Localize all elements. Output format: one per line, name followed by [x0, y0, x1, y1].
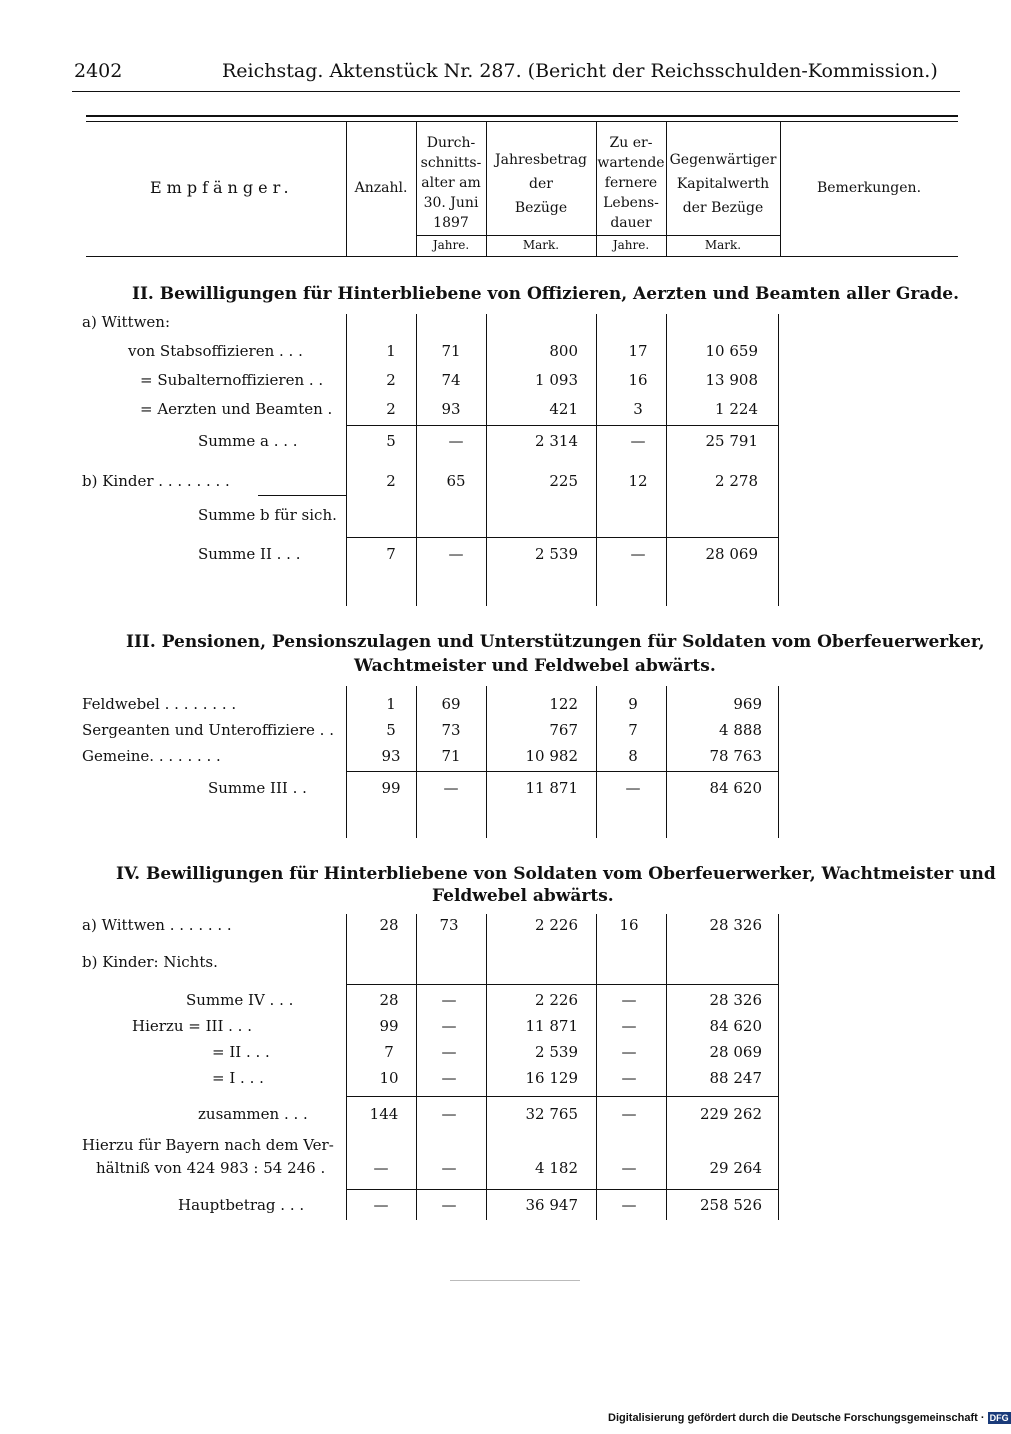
row-life: 17: [628, 342, 648, 360]
sum-ii-age: —: [448, 545, 464, 563]
col-remarks: Bemerkungen.: [816, 180, 922, 196]
col-life-line: dauer: [610, 215, 652, 231]
sum-a-life: —: [630, 432, 646, 450]
widows-label: a) Wittwen . . . . . . .: [82, 916, 232, 934]
unit-row-rule: [416, 235, 780, 236]
add-i-annual: 16 129: [525, 1069, 578, 1087]
bavaria-label-line1: Hierzu für Bayern nach dem Ver-: [82, 1136, 334, 1154]
running-title: Reichstag. Aktenstück Nr. 287. (Bericht der Reichsschulden-Kommission.): [222, 60, 938, 82]
col-life-line: wartende: [597, 155, 665, 171]
row-capital: 1 224: [715, 400, 758, 418]
row-capital: 4 888: [719, 721, 762, 739]
sum-iv-count: 28: [379, 991, 399, 1009]
row-life: 9: [628, 695, 638, 713]
col-avg-age: [416, 133, 486, 233]
add-iii-label: Hierzu = III . . .: [132, 1017, 252, 1035]
bavaria-capital: 29 264: [709, 1159, 762, 1177]
sum-iii-annual: 11 871: [525, 779, 578, 797]
col-annual-line: Jahresbetrag: [494, 152, 587, 168]
unit-capital: Mark.: [704, 238, 742, 252]
col-capital-line: Kapitalwerth: [676, 176, 770, 192]
row-capital: 78 763: [709, 747, 762, 765]
col-count: Anzahl.: [354, 180, 408, 196]
add-ii-capital: 28 069: [709, 1043, 762, 1061]
together-age: —: [441, 1105, 457, 1123]
add-ii-age: —: [441, 1043, 457, 1061]
children-label: b) Kinder . . . . . . . .: [82, 472, 230, 490]
row-count: 2: [386, 371, 396, 389]
footer: [608, 1412, 1011, 1424]
sum-ii-count: 7: [386, 545, 396, 563]
row-age: 69: [441, 695, 461, 713]
children-capital: 2 278: [715, 472, 758, 490]
children-label: b) Kinder: Nichts.: [82, 953, 218, 971]
add-iii-life: —: [621, 1017, 637, 1035]
row-annual: 421: [549, 400, 578, 418]
sum-ii-annual: 2 539: [535, 545, 578, 563]
col-life-line: Lebens-: [603, 195, 659, 211]
col-capital-line: Gegenwärtiger: [669, 152, 777, 168]
row-life: 3: [633, 400, 643, 418]
add-i-count: 10: [379, 1069, 399, 1087]
main-total-age: —: [441, 1196, 457, 1214]
add-ii-label: = II . . .: [212, 1043, 270, 1061]
sum-ii-life: —: [630, 545, 646, 563]
sum-iv-capital: 28 326: [709, 991, 762, 1009]
col-annual-line: der: [529, 176, 553, 192]
col-annual-line: Bezüge: [514, 200, 568, 216]
row-annual: 767: [549, 721, 578, 739]
widows-life: 16: [619, 916, 639, 934]
row-label: = Aerzten und Beamten .: [140, 400, 333, 418]
bavaria-age: —: [441, 1159, 457, 1177]
sum-b-rule: [258, 495, 346, 496]
col-annual: [486, 148, 596, 220]
row-annual: 10 982: [525, 747, 578, 765]
col-capital-line: der Bezüge: [682, 200, 764, 216]
together-count: 144: [369, 1105, 399, 1123]
add-iii-annual: 11 871: [525, 1017, 578, 1035]
row-count: 2: [386, 400, 396, 418]
section-iii-title: III. Pensionen, Pensionszulagen und Unterstützungen für Soldaten vom Oberfeuerwerker,: [126, 632, 985, 652]
closing-rule: [450, 1280, 580, 1281]
header-rule: [72, 91, 960, 92]
add-iii-capital: 84 620: [709, 1017, 762, 1035]
bavaria-count: —: [373, 1159, 389, 1177]
col-avg-age-line: schnitts-: [420, 155, 482, 171]
main-total-capital: 258 526: [699, 1196, 762, 1214]
sum-iv-label: Summe IV . . .: [186, 991, 294, 1009]
sum-iii-age: —: [443, 779, 459, 797]
row-age: 71: [441, 342, 461, 360]
section-ii-title: II. Bewilligungen für Hinterbliebene von Offizieren, Aerzten und Beamten aller Grade.: [132, 284, 960, 304]
sum-b-label: Summe b für sich.: [198, 506, 337, 524]
sec4-divider: [778, 914, 779, 1220]
widows-annual: 2 226: [535, 916, 578, 934]
row-life: 7: [628, 721, 638, 739]
children-annual: 225: [549, 472, 578, 490]
children-age: 65: [446, 472, 466, 490]
row-count: 1: [386, 695, 396, 713]
col-avg-age-line: 30. Juni: [423, 195, 479, 211]
row-count: 1: [386, 342, 396, 360]
row-annual: 800: [549, 342, 578, 360]
sum-ii-rule: [346, 537, 778, 538]
add-i-capital: 88 247: [709, 1069, 762, 1087]
page-number: 2402: [74, 60, 123, 82]
bavaria-label: hältniß von 424 983 : 54 246 .: [96, 1159, 326, 1177]
footer-text: Digitalisierung gefördert durch die Deutsche Forschungsgemeinschaft ·: [608, 1412, 985, 1424]
row-label: Gemeine. . . . . . . .: [82, 747, 221, 765]
sum-ii-capital: 28 069: [705, 545, 758, 563]
sec2-divider: [778, 314, 779, 606]
bavaria-annual: 4 182: [535, 1159, 578, 1177]
row-life: 8: [628, 747, 638, 765]
col-capital: [666, 148, 780, 220]
add-ii-life: —: [621, 1043, 637, 1061]
widows-age: 73: [439, 916, 459, 934]
sum-a-label: Summe a . . .: [198, 432, 298, 450]
unit-annual: Mark.: [522, 238, 560, 252]
add-ii-count: 7: [384, 1043, 394, 1061]
add-iii-count: 99: [379, 1017, 399, 1035]
add-i-life: —: [621, 1069, 637, 1087]
together-label: zusammen . . .: [198, 1105, 308, 1123]
main-total-label: Hauptbetrag . . .: [178, 1196, 305, 1214]
row-age: 74: [441, 371, 461, 389]
children-life: 12: [628, 472, 648, 490]
col-life-line: Zu er-: [609, 135, 653, 151]
col-avg-age-line: 1897: [433, 215, 469, 231]
section-iv-title-cont: Feldwebel abwärts.: [432, 886, 614, 906]
row-label: Sergeanten und Unteroffiziere . .: [82, 721, 334, 739]
sum-iii-label: Summe III . .: [208, 779, 307, 797]
children-count: 2: [386, 472, 396, 490]
section-iv-title: IV. Bewilligungen für Hinterbliebene von Soldaten vom Oberfeuerwerker, Wachtmeister und: [116, 864, 996, 884]
sum-iii-life: —: [625, 779, 641, 797]
main-rule: [346, 1189, 778, 1190]
sum-iv-life: —: [621, 991, 637, 1009]
widows-label: a) Wittwen:: [82, 313, 171, 331]
sum-a-annual: 2 314: [535, 432, 578, 450]
sum-iv-rule: [346, 984, 778, 985]
row-count: 93: [381, 747, 401, 765]
sum-ii-label: Summe II . . .: [198, 545, 301, 563]
together-annual: 32 765: [525, 1105, 578, 1123]
add-iii-age: —: [441, 1017, 457, 1035]
add-i-label: = I . . .: [212, 1069, 264, 1087]
sum-iii-rule: [346, 771, 778, 772]
sum-a-age: —: [448, 432, 464, 450]
together-capital: 229 262: [699, 1105, 762, 1123]
section-iii-title-cont: Wachtmeister und Feldwebel abwärts.: [354, 656, 716, 676]
main-total-life: —: [621, 1196, 637, 1214]
row-label: Feldwebel . . . . . . . .: [82, 695, 237, 713]
widows-count: 28: [379, 916, 399, 934]
sum-iii-count: 99: [381, 779, 401, 797]
main-total-annual: 36 947: [525, 1196, 578, 1214]
col-life: [596, 133, 666, 233]
widows-capital: 28 326: [709, 916, 762, 934]
together-life: —: [621, 1105, 637, 1123]
together-rule: [346, 1096, 778, 1097]
row-annual: 1 093: [535, 371, 578, 389]
table-top-rule-thin: [86, 121, 958, 122]
row-capital: 13 908: [705, 371, 758, 389]
sum-iv-age: —: [441, 991, 457, 1009]
unit-age: Jahre.: [432, 238, 470, 252]
row-capital: 10 659: [705, 342, 758, 360]
unit-life: Jahre.: [612, 238, 650, 252]
row-annual: 122: [549, 695, 578, 713]
dfg-logo: DFG: [989, 1413, 1009, 1423]
sum-iv-annual: 2 226: [535, 991, 578, 1009]
table-header-bottom-rule: [86, 256, 958, 257]
row-age: 93: [441, 400, 461, 418]
sum-a-capital: 25 791: [705, 432, 758, 450]
main-total-count: —: [373, 1196, 389, 1214]
row-age: 73: [441, 721, 461, 739]
row-count: 5: [386, 721, 396, 739]
col-life-line: fernere: [604, 175, 658, 191]
bavaria-life: —: [621, 1159, 637, 1177]
add-i-age: —: [441, 1069, 457, 1087]
sum-a-rule: [346, 425, 778, 426]
add-ii-annual: 2 539: [535, 1043, 578, 1061]
row-life: 16: [628, 371, 648, 389]
sec3-divider: [778, 686, 779, 838]
col-avg-age-line: Durch-: [426, 135, 476, 151]
col-recipients: Empfänger.: [150, 178, 294, 197]
row-age: 71: [441, 747, 461, 765]
table-top-rule: [86, 115, 958, 117]
sum-iii-capital: 84 620: [709, 779, 762, 797]
col-avg-age-line: alter am: [421, 175, 481, 191]
row-capital: 969: [733, 695, 762, 713]
row-label: = Subalternoffizieren . .: [140, 371, 324, 389]
sum-a-count: 5: [386, 432, 396, 450]
row-label: von Stabsoffizieren . . .: [128, 342, 303, 360]
